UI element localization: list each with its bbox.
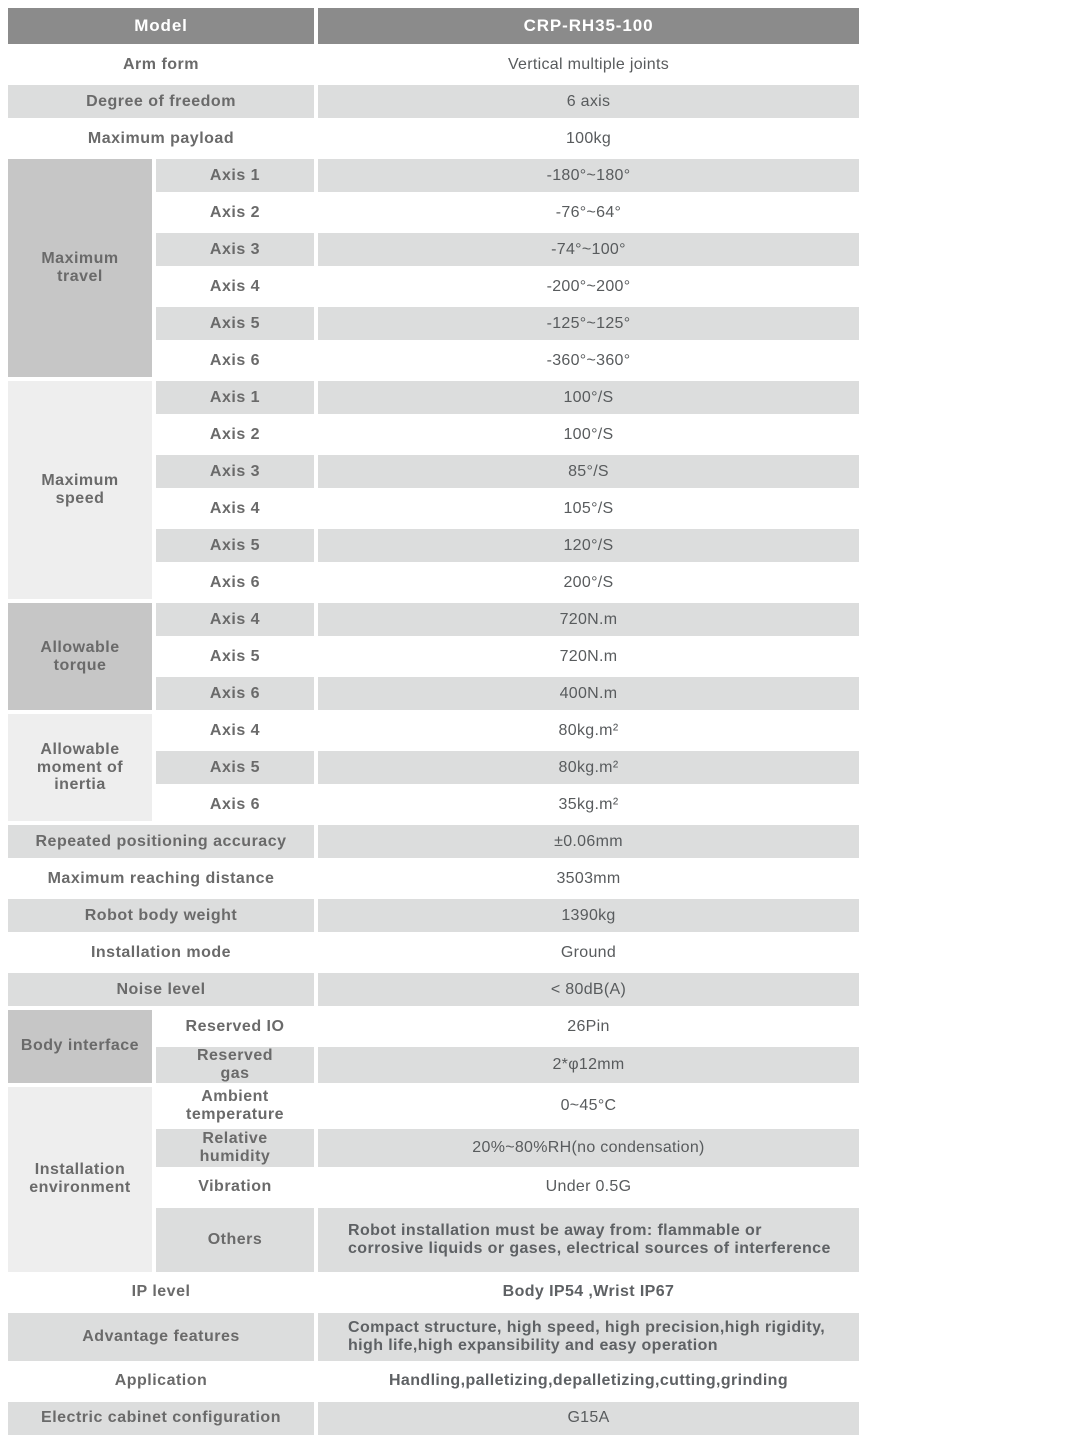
row-label-axis-6: Axis 6	[156, 344, 314, 377]
row-value-axis-2: 100°/S	[318, 418, 859, 451]
spec-row-axis-4	[156, 714, 859, 747]
row-label-arm-form: Arm form	[8, 48, 314, 81]
row-value-axis-6: 200°/S	[318, 566, 859, 599]
spec-row-axis-5	[156, 751, 859, 784]
row-value-axis-4: 720N.m	[318, 603, 859, 636]
row-value-noise-level: < 80dB(A)	[318, 973, 859, 1006]
row-label-ip-level: IP level	[8, 1276, 314, 1309]
row-label-axis-4: Axis 4	[156, 714, 314, 747]
row-label-axis-5: Axis 5	[156, 640, 314, 673]
row-value-axis-1: 100°/S	[318, 381, 859, 414]
row-value-axis-1: -180°~180°	[318, 159, 859, 192]
row-label-degree-of-freedom: Degree of freedom	[8, 85, 314, 118]
row-value-electric-cabinet-configuration: G15A	[318, 1402, 859, 1435]
row-label-electric-cabinet-configuration: Electric cabinet configuration	[8, 1402, 314, 1435]
row-label-repeated-positioning-accuracy: Repeated positioning accuracy	[8, 825, 314, 858]
spec-row-maximum-reaching-distance	[8, 862, 859, 895]
row-label-installation-mode: Installation mode	[8, 936, 314, 969]
row-value-degree-of-freedom: 6 axis	[318, 85, 859, 118]
row-value-axis-4: 105°/S	[318, 492, 859, 525]
spec-row-maximum-payload	[8, 122, 859, 155]
row-label-axis-4: Axis 4	[156, 492, 314, 525]
spec-row-application	[8, 1365, 859, 1398]
row-label-advantage-features: Advantage features	[8, 1313, 314, 1361]
group-label-maximum-speed: Maximum speed	[8, 381, 152, 599]
row-value-robot-body-weight: 1390kg	[318, 899, 859, 932]
row-value-installation-mode: Ground	[318, 936, 859, 969]
spec-row-axis-6	[156, 677, 859, 710]
row-label-axis-3: Axis 3	[156, 455, 314, 488]
group-section-maximum-speed	[8, 381, 859, 599]
group-label-maximum-travel: Maximum travel	[8, 159, 152, 377]
spec-row-axis-2	[156, 196, 859, 229]
spec-row-axis-4	[156, 270, 859, 303]
row-label-axis-2: Axis 2	[156, 418, 314, 451]
row-value-ambient-temperature: 0~45°C	[318, 1087, 859, 1125]
spec-row-axis-5	[156, 529, 859, 562]
spec-row-axis-1	[156, 381, 859, 414]
row-value-advantage-features: Compact structure, high speed, high precision,high rigidity, high life,high expansibility and easy operation	[318, 1313, 859, 1361]
row-label-axis-6: Axis 6	[156, 677, 314, 710]
spec-row-arm-form	[8, 48, 859, 81]
spec-row-vibration	[156, 1171, 859, 1204]
spec-row-axis-4	[156, 603, 859, 636]
group-label-installation-environment: Installation environment	[8, 1087, 152, 1272]
row-label-robot-body-weight: Robot body weight	[8, 899, 314, 932]
spec-row-axis-3	[156, 233, 859, 266]
row-label-vibration: Vibration	[156, 1171, 314, 1204]
row-value-maximum-payload: 100kg	[318, 122, 859, 155]
spec-row-axis-6	[156, 788, 859, 821]
row-label-others: Others	[156, 1208, 314, 1272]
row-label-axis-6: Axis 6	[156, 788, 314, 821]
row-value-vibration: Under 0.5G	[318, 1171, 859, 1204]
group-rows-allowable-moment-of-inertia	[156, 714, 859, 821]
spec-row-others	[156, 1208, 859, 1272]
row-label-axis-6: Axis 6	[156, 566, 314, 599]
row-value-axis-6: 400N.m	[318, 677, 859, 710]
group-rows-allowable-torque	[156, 603, 859, 710]
row-value-axis-5: 720N.m	[318, 640, 859, 673]
spec-row-ambient-temperature	[156, 1087, 859, 1125]
spec-row-axis-2	[156, 418, 859, 451]
spec-row-relative-humidity	[156, 1129, 859, 1167]
model-header-label: Model	[8, 8, 314, 44]
row-value-axis-4: -200°~200°	[318, 270, 859, 303]
row-value-arm-form: Vertical multiple joints	[318, 48, 859, 81]
group-rows-installation-environment	[156, 1087, 859, 1272]
row-label-application: Application	[8, 1365, 314, 1398]
spec-row-robot-body-weight	[8, 899, 859, 932]
group-section-body-interface	[8, 1010, 859, 1083]
spec-table	[8, 8, 859, 1435]
group-label-allowable-torque: Allowable torque	[8, 603, 152, 710]
row-value-axis-6: -360°~360°	[318, 344, 859, 377]
row-value-axis-6: 35kg.m²	[318, 788, 859, 821]
spec-row-repeated-positioning-accuracy	[8, 825, 859, 858]
group-label-allowable-moment-of-inertia: Allowable moment of inertia	[8, 714, 152, 821]
row-label-axis-1: Axis 1	[156, 159, 314, 192]
spec-row-reserved-gas	[156, 1047, 859, 1083]
row-value-repeated-positioning-accuracy: ±0.06mm	[318, 825, 859, 858]
row-label-axis-5: Axis 5	[156, 751, 314, 784]
spec-row-axis-4	[156, 492, 859, 525]
row-label-noise-level: Noise level	[8, 973, 314, 1006]
row-label-axis-1: Axis 1	[156, 381, 314, 414]
row-value-axis-3: -74°~100°	[318, 233, 859, 266]
row-value-axis-5: 120°/S	[318, 529, 859, 562]
spec-row-ip-level	[8, 1276, 859, 1309]
row-label-reserved-gas: Reserved gas	[156, 1047, 314, 1083]
group-section-maximum-travel	[8, 159, 859, 377]
spec-row-reserved-io	[156, 1010, 859, 1043]
row-value-maximum-reaching-distance: 3503mm	[318, 862, 859, 895]
row-label-axis-5: Axis 5	[156, 307, 314, 340]
spec-row-axis-1	[156, 159, 859, 192]
row-value-axis-3: 85°/S	[318, 455, 859, 488]
row-label-ambient-temperature: Ambient temperature	[156, 1087, 314, 1125]
row-label-axis-4: Axis 4	[156, 270, 314, 303]
row-value-ip-level: Body IP54 ,Wrist IP67	[318, 1276, 859, 1309]
group-label-body-interface: Body interface	[8, 1010, 152, 1083]
row-label-axis-3: Axis 3	[156, 233, 314, 266]
table-header-row	[8, 8, 859, 44]
row-value-reserved-gas: 2*φ12mm	[318, 1047, 859, 1083]
spec-row-axis-5	[156, 640, 859, 673]
spec-row-axis-6	[156, 344, 859, 377]
group-rows-maximum-speed	[156, 381, 859, 599]
spec-row-degree-of-freedom	[8, 85, 859, 118]
row-label-axis-2: Axis 2	[156, 196, 314, 229]
group-rows-maximum-travel	[156, 159, 859, 377]
group-section-installation-environment	[8, 1087, 859, 1272]
row-value-axis-4: 80kg.m²	[318, 714, 859, 747]
model-header-value: CRP-RH35-100	[318, 8, 859, 44]
row-value-axis-5: 80kg.m²	[318, 751, 859, 784]
row-value-application: Handling,palletizing,depalletizing,cutting,grinding	[318, 1365, 859, 1398]
row-value-axis-2: -76°~64°	[318, 196, 859, 229]
row-label-axis-5: Axis 5	[156, 529, 314, 562]
row-label-maximum-payload: Maximum payload	[8, 122, 314, 155]
spec-row-advantage-features	[8, 1313, 859, 1361]
spec-row-electric-cabinet-configuration	[8, 1402, 859, 1435]
row-label-reserved-io: Reserved IO	[156, 1010, 314, 1043]
spec-row-axis-3	[156, 455, 859, 488]
group-section-allowable-torque	[8, 603, 859, 710]
row-value-axis-5: -125°~125°	[318, 307, 859, 340]
row-label-relative-humidity: Relative humidity	[156, 1129, 314, 1167]
row-value-others: Robot installation must be away from: flammable or corrosive liquids or gases, electrical sources of interference	[318, 1208, 859, 1272]
spec-row-axis-6	[156, 566, 859, 599]
row-label-maximum-reaching-distance: Maximum reaching distance	[8, 862, 314, 895]
row-value-reserved-io: 26Pin	[318, 1010, 859, 1043]
spec-row-noise-level	[8, 973, 859, 1006]
group-rows-body-interface	[156, 1010, 859, 1083]
row-value-relative-humidity: 20%~80%RH(no condensation)	[318, 1129, 859, 1167]
spec-row-installation-mode	[8, 936, 859, 969]
row-label-axis-4: Axis 4	[156, 603, 314, 636]
group-section-allowable-moment-of-inertia	[8, 714, 859, 821]
spec-row-axis-5	[156, 307, 859, 340]
